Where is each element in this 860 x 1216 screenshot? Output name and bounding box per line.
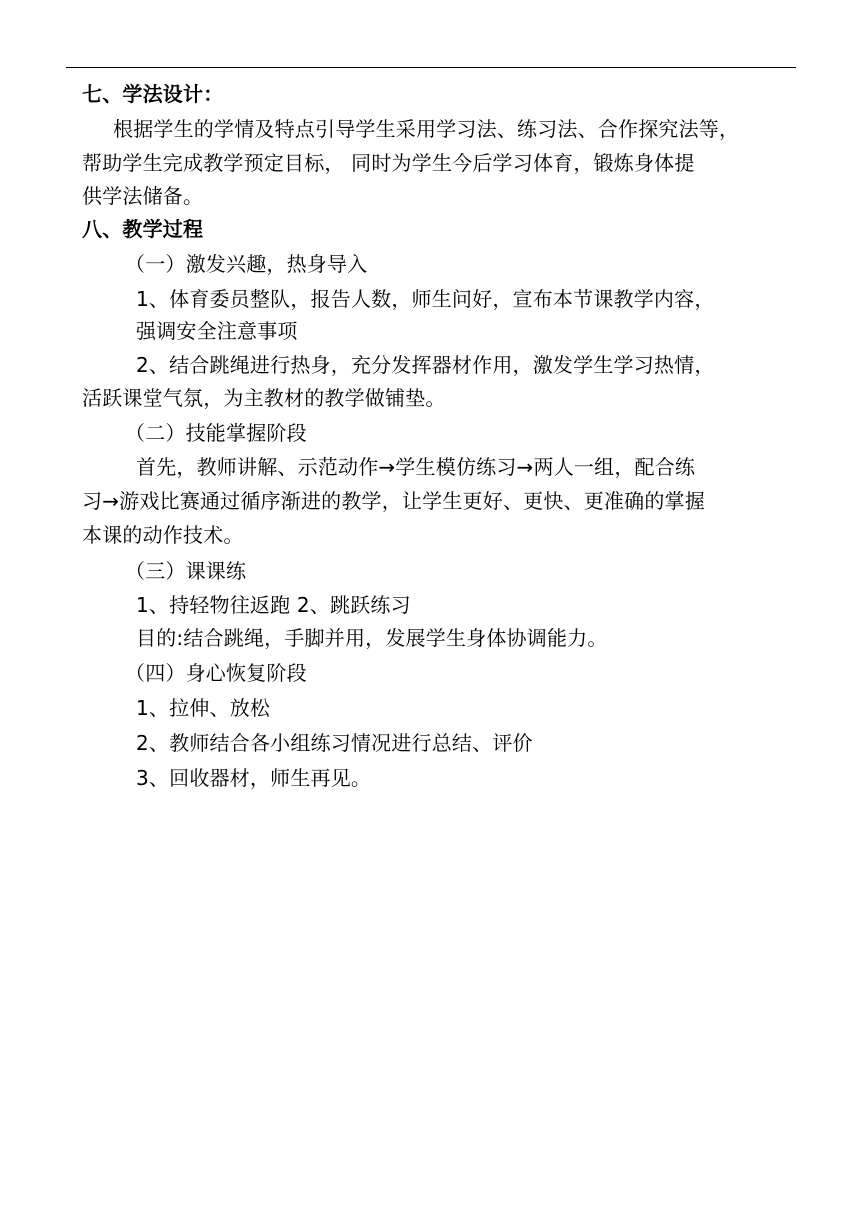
paragraph-line: 根据学生的学情及特点引导学生采用学习法、练习法、合作探究法等， [113, 117, 740, 141]
subsection-heading: （一）激发兴趣，热身导入 [125, 252, 368, 276]
paragraph-line: 帮助学生完成教学预定目标， 同时为学生今后学习体育，锻炼身体提 [82, 151, 695, 175]
section-heading-study-methods: 七、学法设计： [82, 82, 224, 106]
header-rule [66, 67, 796, 68]
paragraph-line: 1、体育委员整队，报告人数，师生问好，宣布本节课教学内容， [136, 287, 715, 311]
paragraph-line: 2、教师结合各小组练习情况进行总结、评价 [136, 731, 533, 755]
paragraph-line: 目的:结合跳绳，手脚并用，发展学生身体协调能力。 [136, 626, 608, 650]
paragraph-line: 活跃课堂气氛，为主教材的教学做铺垫。 [82, 386, 446, 410]
section-heading-teaching-process: 八、教学过程 [82, 217, 204, 241]
paragraph-line: 3、回收器材，师生再见。 [136, 766, 372, 790]
paragraph-line: 首先，教师讲解、示范动作→学生模仿练习→两人一组，配合练 [136, 455, 696, 479]
paragraph-line: 强调安全注意事项 [136, 319, 298, 343]
subsection-heading: （二）技能掌握阶段 [125, 421, 307, 445]
subsection-heading: （四）身心恢复阶段 [125, 661, 307, 685]
paragraph-line: 本课的动作技术。 [82, 523, 244, 547]
subsection-heading: （三）课课练 [125, 559, 247, 583]
paragraph-line: 2、结合跳绳进行热身，充分发挥器材作用，激发学生学习热情， [136, 353, 715, 377]
paragraph-line: 供学法储备。 [82, 184, 204, 208]
paragraph-line: 1、拉伸、放松 [136, 696, 271, 720]
paragraph-line: 1、持轻物往返跑 2、跳跃练习 [136, 593, 411, 617]
paragraph-line: 习→游戏比赛通过循序渐进的教学，让学生更好、更快、更准确的掌握 [82, 489, 705, 513]
